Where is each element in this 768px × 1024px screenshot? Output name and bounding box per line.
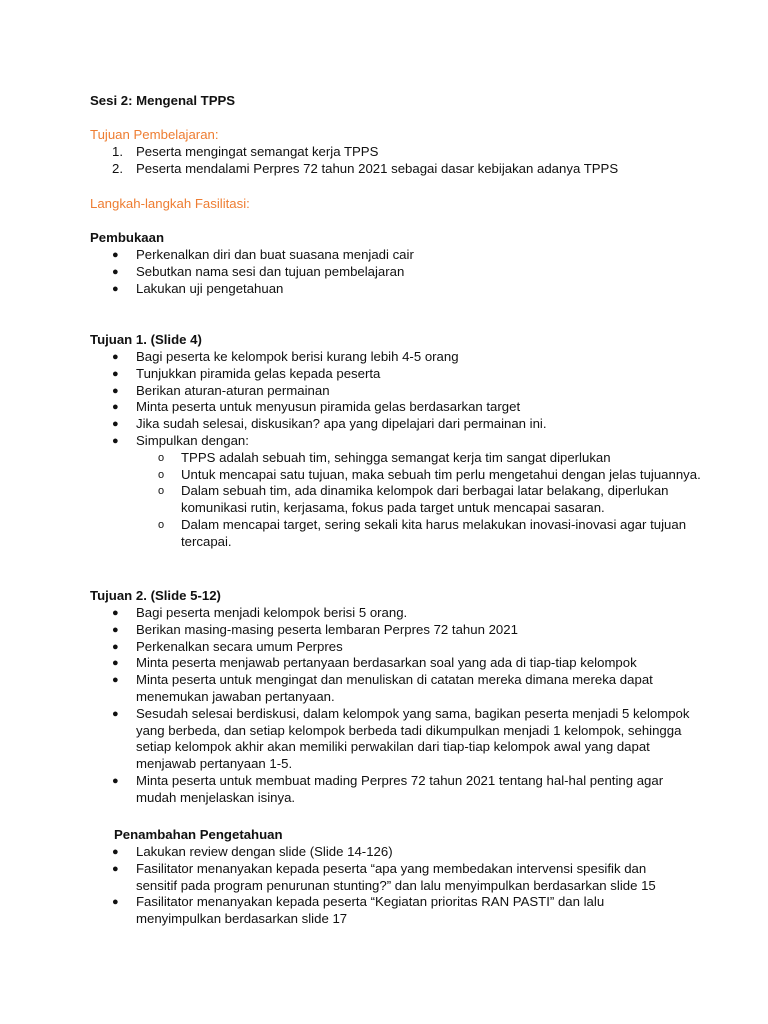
list-item bbox=[90, 144, 690, 161]
list-item: ● Minta peserta untuk membuat mading Perpres 72 tahun 2021 tentang hal-hal penting agar mudah menjelaskan isinya. bbox=[112, 772, 664, 805]
bullet-icon: ● bbox=[112, 367, 119, 380]
item-text: Peserta mendalami Perpres 72 tahun 2021 sebagai dasar kebijakan adanya TPPS bbox=[136, 160, 619, 176]
session-title: Sesi 2: Mengenal TPPS bbox=[90, 93, 236, 108]
bullet-icon: ● bbox=[112, 774, 119, 787]
bullet-icon: ● bbox=[112, 418, 119, 431]
bullet-icon: ● bbox=[112, 351, 119, 363]
sub-list-item: o Dalam mencapai target, sering sekali kita harus melakukan inovasi-inovasi agar tujuan tercapai. bbox=[158, 516, 687, 549]
item-number: 1. bbox=[112, 144, 123, 159]
bullet-icon: ● bbox=[112, 674, 119, 687]
bullet-icon: ● bbox=[112, 862, 119, 875]
list-item: ● Jika sudah selesai, diskusikan? apa yang dipelajari dari permainan ini. bbox=[112, 416, 547, 432]
knowledge-addition-list bbox=[90, 844, 690, 928]
item-text: Peserta mengingat semangat kerja TPPS bbox=[136, 144, 379, 159]
objective-2-list bbox=[90, 605, 690, 807]
item-number: 2. bbox=[112, 160, 123, 176]
opening-heading: Pembukaan bbox=[90, 230, 165, 245]
bullet-icon: ● bbox=[112, 607, 119, 619]
bullet-icon: ● bbox=[112, 265, 119, 278]
sub-bullet-icon: o bbox=[158, 485, 165, 498]
list-item: ● Perkenalkan secara umum Perpres bbox=[112, 638, 343, 654]
list-item: ● Fasilitator menanyakan kepada peserta “Kegiatan prioritas RAN PASTI” dan lalu menyimpulkan berdasarkan slide 17 bbox=[112, 894, 605, 927]
bullet-icon: ● bbox=[112, 249, 119, 261]
list-item: ● Lakukan uji pengetahuan bbox=[112, 280, 284, 296]
list-item: ● Bagi peserta ke kelompok berisi kurang lebih 4-5 orang bbox=[112, 349, 459, 364]
sub-list-item: o Dalam sebuah tim, ada dinamika kelompok dari berbagai latar belakang, diperlukan komunikasi rutin, kerjasama, fokus pada target untuk mencapai sasaran. bbox=[158, 483, 669, 516]
bullet-icon: ● bbox=[112, 384, 119, 397]
bullet-icon: ● bbox=[112, 401, 119, 414]
sub-list-item: o TPPS adalah sebuah tim, sehingga semangat kerja tim sangat diperlukan bbox=[158, 449, 611, 465]
list-item: ● Tunjukkan piramida gelas kepada peserta bbox=[112, 365, 381, 381]
list-item bbox=[90, 161, 690, 178]
list-item: ● Fasilitator menanyakan kepada peserta “apa yang membedakan intervensi spesifik dan sensitif pada program penurunan stunting?” dan lalu menyimpulkan berdasarkan slide 15 bbox=[112, 860, 656, 893]
bullet-icon: ● bbox=[112, 434, 119, 447]
bullet-icon: ● bbox=[112, 707, 119, 720]
opening-list bbox=[90, 247, 690, 297]
list-item: ● Bagi peserta menjadi kelompok berisi 5 orang. bbox=[112, 605, 408, 620]
sub-bullet-icon: o bbox=[158, 518, 165, 531]
sub-bullet-icon: o bbox=[158, 451, 165, 464]
sub-list-item: o Untuk mencapai satu tujuan, maka sebuah tim perlu mengetahui dengan jelas tujuannya. bbox=[158, 466, 701, 482]
sub-bullet-icon: o bbox=[158, 468, 165, 481]
list-item: ● Lakukan review dengan slide (Slide 14-126) bbox=[112, 844, 393, 859]
objective-2-heading: Tujuan 2. (Slide 5-12) bbox=[90, 588, 221, 603]
bullet-icon: ● bbox=[112, 896, 119, 909]
list-item: ● Sebutkan nama sesi dan tujuan pembelajaran bbox=[112, 263, 405, 279]
list-item: ● Minta peserta untuk mengingat dan menuliskan di catatan mereka dimana mereka dapat menemukan jawaban pertanyaan. bbox=[112, 672, 653, 704]
learning-objectives-heading: Tujuan Pembelajaran: bbox=[90, 127, 219, 142]
list-item: ● Perkenalkan diri dan buat suasana menjadi cair bbox=[112, 247, 414, 262]
objective-1-heading: Tujuan 1. (Slide 4) bbox=[90, 332, 202, 347]
bullet-icon: ● bbox=[112, 282, 119, 295]
bullet-icon: ● bbox=[112, 623, 119, 636]
list-item: ● Simpulkan dengan: bbox=[112, 432, 249, 448]
list-item: ● Sesudah selesai berdiskusi, dalam kelompok yang sama, bagikan peserta menjadi 5 kelompok yang berbeda, dan setiap kelompok berbeda tadi dikumpulkan menjadi 1 kelompok, sehingga setiap kelompok akhir akan memiliki perwakilan dari tiap-tiap kelompok awal yang dapat menjawab pertanyaan 1-5. bbox=[112, 705, 690, 772]
facilitation-steps-heading: Langkah-langkah Fasilitasi: bbox=[90, 196, 250, 211]
bullet-icon: ● bbox=[112, 846, 119, 858]
list-item: ● Minta peserta menjawab pertanyaan berdasarkan soal yang ada di tiap-tiap kelompok bbox=[112, 655, 637, 671]
list-item: ● Minta peserta untuk menyusun piramida gelas berdasarkan target bbox=[112, 399, 521, 415]
learning-objectives-list bbox=[90, 144, 690, 178]
list-item: ● Berikan masing-masing peserta lembaran Perpres 72 tahun 2021 bbox=[112, 621, 518, 637]
objective-1-list bbox=[90, 349, 701, 551]
bullet-icon: ● bbox=[112, 640, 119, 653]
bullet-icon: ● bbox=[112, 657, 119, 670]
list-item: ● Berikan aturan-aturan permainan bbox=[112, 382, 330, 398]
knowledge-addition-heading: Penambahan Pengetahuan bbox=[114, 827, 283, 842]
